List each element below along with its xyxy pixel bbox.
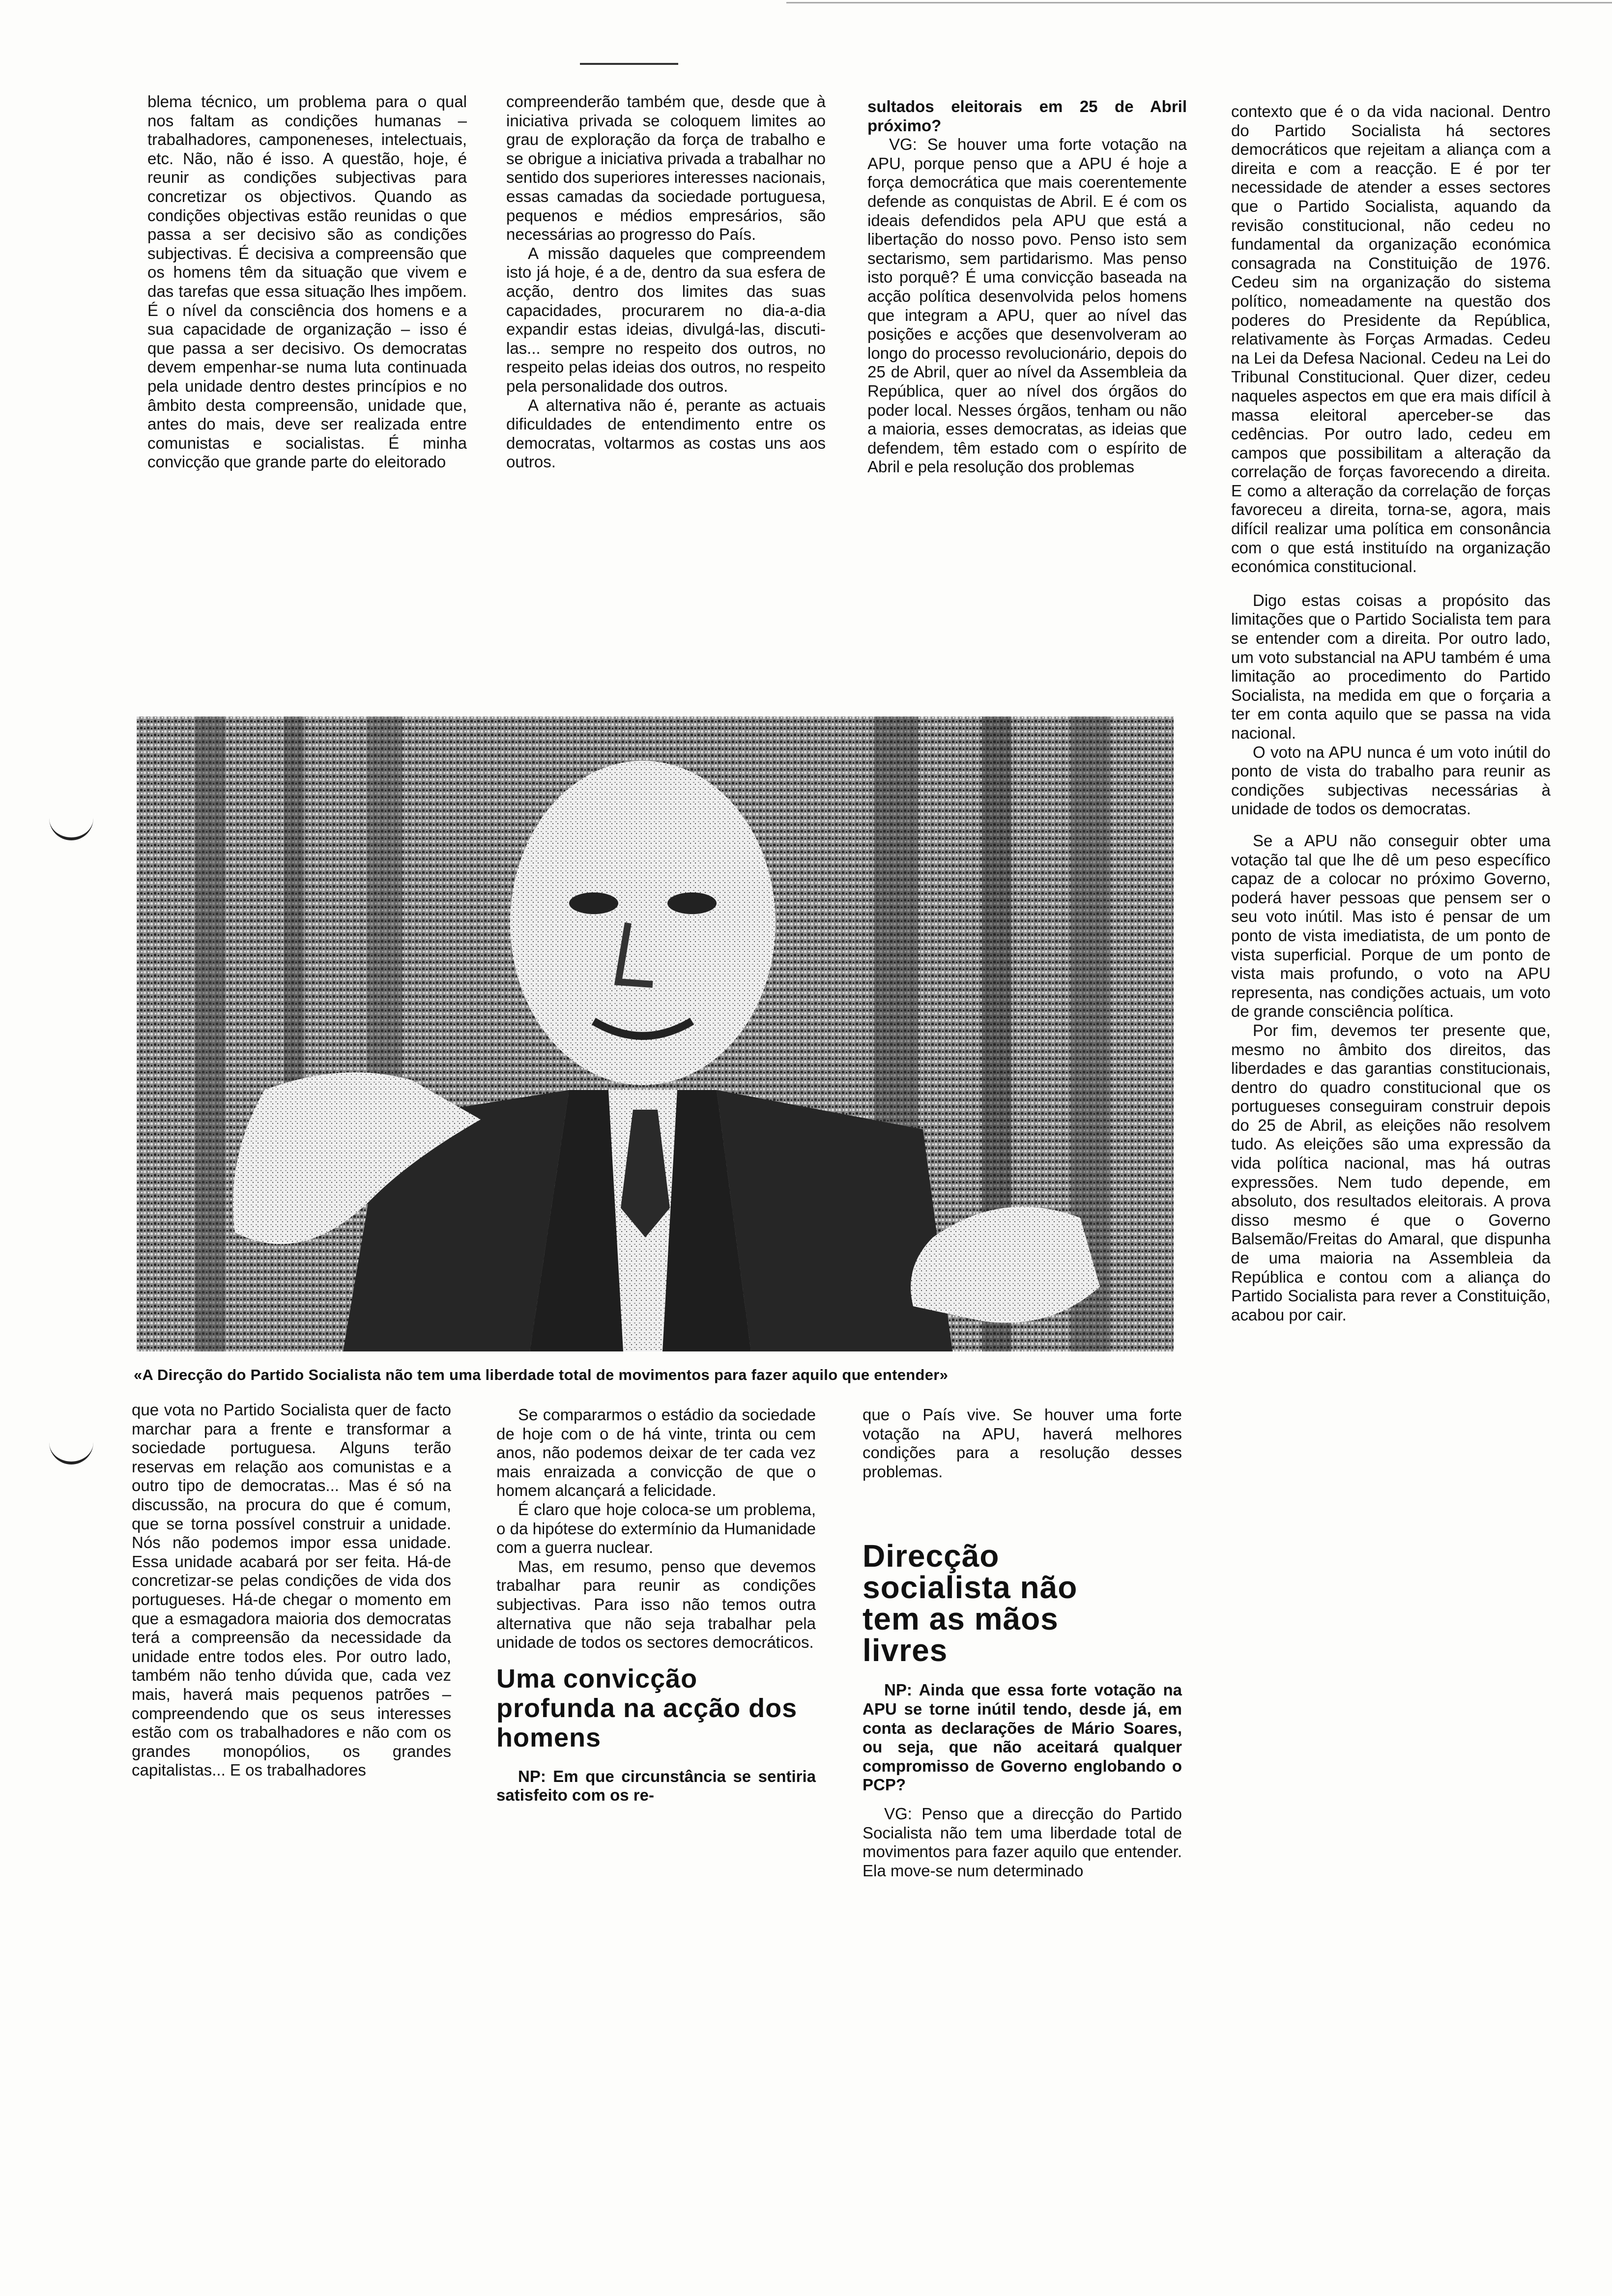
question-text: NP: Em que circunstância se sentiria satisfeito com os re- bbox=[496, 1767, 816, 1805]
paragraph: O voto na APU nunca é um voto inútil do ponto de vista do trabalho para reunir as condições subjectivas necessárias à unidade de todos os democratas. bbox=[1231, 743, 1551, 818]
paragraph: É claro que hoje coloca-se um problema, o da hipótese do extermínio da Humanidade com a guerra nuclear. bbox=[496, 1500, 816, 1557]
column-3-bottom bbox=[863, 1406, 1182, 1880]
section-heading: Direcção socialista não tem as mãos livres bbox=[863, 1538, 1078, 1668]
column-3-top bbox=[867, 97, 1187, 477]
punch-hole-mark bbox=[49, 816, 93, 840]
paragraph: Se a APU não conseguir obter uma votação tal que lhe dê um peso específico capaz de a colocar no próximo Governo, poderá haver pessoas que pensem ser o seu voto inútil. Mas isto é pensar de um ponto de vista imediatista, de um ponto de vista superficial. Porque de um ponto de vista mais profundo, o voto na APU representa, nas condições actuais, um voto de grande consciência política. bbox=[1231, 831, 1551, 1021]
paragraph: que vota no Partido Socialista quer de facto marchar para a frente e transformar a sociedade portuguesa. Alguns terão reservas em relação aos comunistas e a outro tipo de democratas... Mas é só na discussão, na procura do que é comum, que se torna possível construir a unidade. Nós não podemos impor essa unidade. Essa unidade acabará por ser feita. Há-de concretizar-se pelas condições de vida dos portugueses. Há-de chegar o momento em que a esmagadora maioria dos democratas terá a compreensão da necessidade da unidade entre todos eles. Por outro lado, também não tenho dúvida que, cada vez mais, haverá mais pequenos patrões – compreendendo que os seus interesses estão com os trabalhadores e não com os grandes monopólios, os grandes capitalistas... E os trabalhadores bbox=[132, 1401, 451, 1779]
paragraph: que o País vive. Se houver uma forte votação na APU, haverá melhores condições para a resolução desses problemas. bbox=[863, 1406, 1182, 1481]
paragraph: Mas, em resumo, penso que devemos trabalhar para reunir as condições subjectivas. Para isso não temos outra alternativa que não seja trabalhar pela unidade de todos os sectores democráticos. bbox=[496, 1557, 816, 1652]
section-heading: Uma convicção profunda na acção dos homens bbox=[496, 1664, 798, 1752]
column-2-bottom bbox=[496, 1406, 816, 1805]
paragraph: Se compararmos o estádio da sociedade de hoje com o de há vinte, trinta ou cem anos, não podemos deixar de ter cada vez mais enraizada a convicção de que o homem alcançará a felicidade. bbox=[496, 1406, 816, 1500]
paragraph: A alternativa não é, perante as actuais dificuldades de entendimento entre os democratas, voltarmos as costas uns aos outros. bbox=[506, 396, 826, 471]
paragraph: Digo estas coisas a propósito das limitações que o Partido Socialista tem para se entender com a direita. Por outro lado, um voto substancial na APU também é uma limitação ao procedimento do Partido Socialista, na medida em que o forçaria a ter em conta aquilo que se passa na vida nacional. bbox=[1231, 591, 1551, 742]
photo-caption: «A Direcção do Partido Socialista não tem uma liberdade total de movimentos para fazer aquilo que entender» bbox=[134, 1366, 949, 1383]
answer-paragraph: VG: Penso que a direcção do Partido Socialista não tem uma liberdade total de movimentos para fazer aquilo que entender. Ela move-se num determinado bbox=[863, 1804, 1182, 1880]
paragraph: blema técnico, um problema para o qual nos faltam as condições humanas – trabalhadores, camponeneses, intelectuais, etc. Não, não é isso. A questão, hoje, é reunir as condições subjectivas para concretizar os objectivos. Quando as condições objectivas estão reunidas o que passa a ser decisivo são as condições subjectivas. É decisiva a compreensão que os homens têm da situação que vivem e das tarefas que essa situação lhes impõem. É o nível da consciência dos homens e a sua capacidade de organização – isso é que passa a ser decisivo. Os democratas devem empenhar-se numa luta continuada pela unidade dentro destes princípios e no âmbito desta compreensão, unidade que, antes do mais, deve ser realizada entre comunistas e socialistas. É minha convicção que grande parte do eleitorado bbox=[147, 92, 467, 471]
paragraph: A missão daqueles que compreendem isto já hoje, é a de, dentro da sua esfera de acção, dentro dos limites das suas capacidades, procurarem no dia-a-dia expandir estas ideias, divulgá-las, discuti-las... sempre no respeito dos outros, no respeito pelas ideias dos outros, no respeito pela personalidade dos outros. bbox=[506, 244, 826, 395]
top-rule bbox=[580, 63, 678, 65]
column-4 bbox=[1231, 102, 1551, 1324]
portrait-photo bbox=[137, 717, 1174, 1351]
page-edge-line bbox=[786, 2, 1612, 3]
question-text: NP: Ainda que essa forte votação na APU se torne inútil tendo, desde já, em conta as declarações de Mário Soares, ou seja, que não aceitará qualquer compromisso de Governo englobando o PCP? bbox=[863, 1681, 1182, 1794]
paragraph: Por fim, devemos ter presente que, mesmo no âmbito dos direitos, das liberdades e das garantias constitucionais, dentro do quadro constitucional que os portugueses conseguiram construir depois do 25 de Abril, as eleições não resolvem tudo. As eleições são uma expressão da vida política nacional, mas há outras expressões. Nem tudo depende, em absoluto, dos resultados eleitorais. A prova disso mesmo é que o Governo Balsemão/Freitas do Amaral, que dispunha de uma maioria na Assembleia da República e contou com a aliança do Partido Socialista para rever a Constituição, acabou por cair. bbox=[1231, 1021, 1551, 1324]
punch-hole-mark bbox=[49, 1440, 93, 1464]
column-2-top bbox=[506, 92, 826, 472]
paragraph: compreenderão também que, desde que à iniciativa privada se coloquem limites ao grau de exploração da força de trabalho e se obrigue a iniciativa privada a trabalhar no sentido dos superiores interesses nacionais, essas camadas da sociedade portuguesa, pequenos e médios empresários, são necessárias ao progresso do País. bbox=[506, 92, 826, 244]
column-1-bottom bbox=[132, 1401, 451, 1780]
answer-paragraph: VG: Se houver uma forte votação na APU, porque penso que a APU é hoje a força democrática que mais coerentemente defende as conquistas de Abril. E é com os ideais defendidos pela APU que está a libertação do nosso povo. Penso isto sem sectarismo, sem partidarismo. Mas penso isto porquê? É uma convicção baseada na acção política desenvolvida pelos homens que integram a APU, quer ao nível das posições e acções que desenvolveram ao longo do processo revolucionário, depois do 25 de Abril, quer ao nível da Assembleia da República, quer ao nível dos órgãos do poder local. Nesses órgãos, tenham ou não a maioria, esses democratas, as ideias que defendem, têm estado com o espírito de Abril e pela resolução dos problemas bbox=[867, 135, 1187, 476]
column-1-top bbox=[147, 92, 467, 472]
paragraph: contexto que é o da vida nacional. Dentro do Partido Socialista há sectores democráticos que rejeitam a aliança com a direita e com a reacção. E é por ter necessidade de atender a esses sectores que o Partido Socialista, aquando da revisão constitucional, não cedeu no fundamental da organização económica consagrada na Constituição de 1976. Cedeu sim na organização do sistema político, nomeadamente na questão dos poderes do Presidente da República, relativamente às Forças Armadas. Cedeu na Lei da Defesa Nacional. Cedeu na Lei do Tribunal Constitucional. Quer dizer, cedeu naqueles aspectos em que era mais difícil à massa eleitoral aperceber-se das cedências. Por outro lado, cedeu em campos que possibilitam a alteração da correlação de forças favorecendo a direita. E como a alteração da correlação de forças favoreceu a direita, torna-se, agora, mais difícil realizar uma política em consonância com o que está instituído na organização económica constitucional. bbox=[1231, 102, 1551, 576]
question-text: sultados eleitorais em 25 de Abril próximo? bbox=[867, 97, 1187, 135]
